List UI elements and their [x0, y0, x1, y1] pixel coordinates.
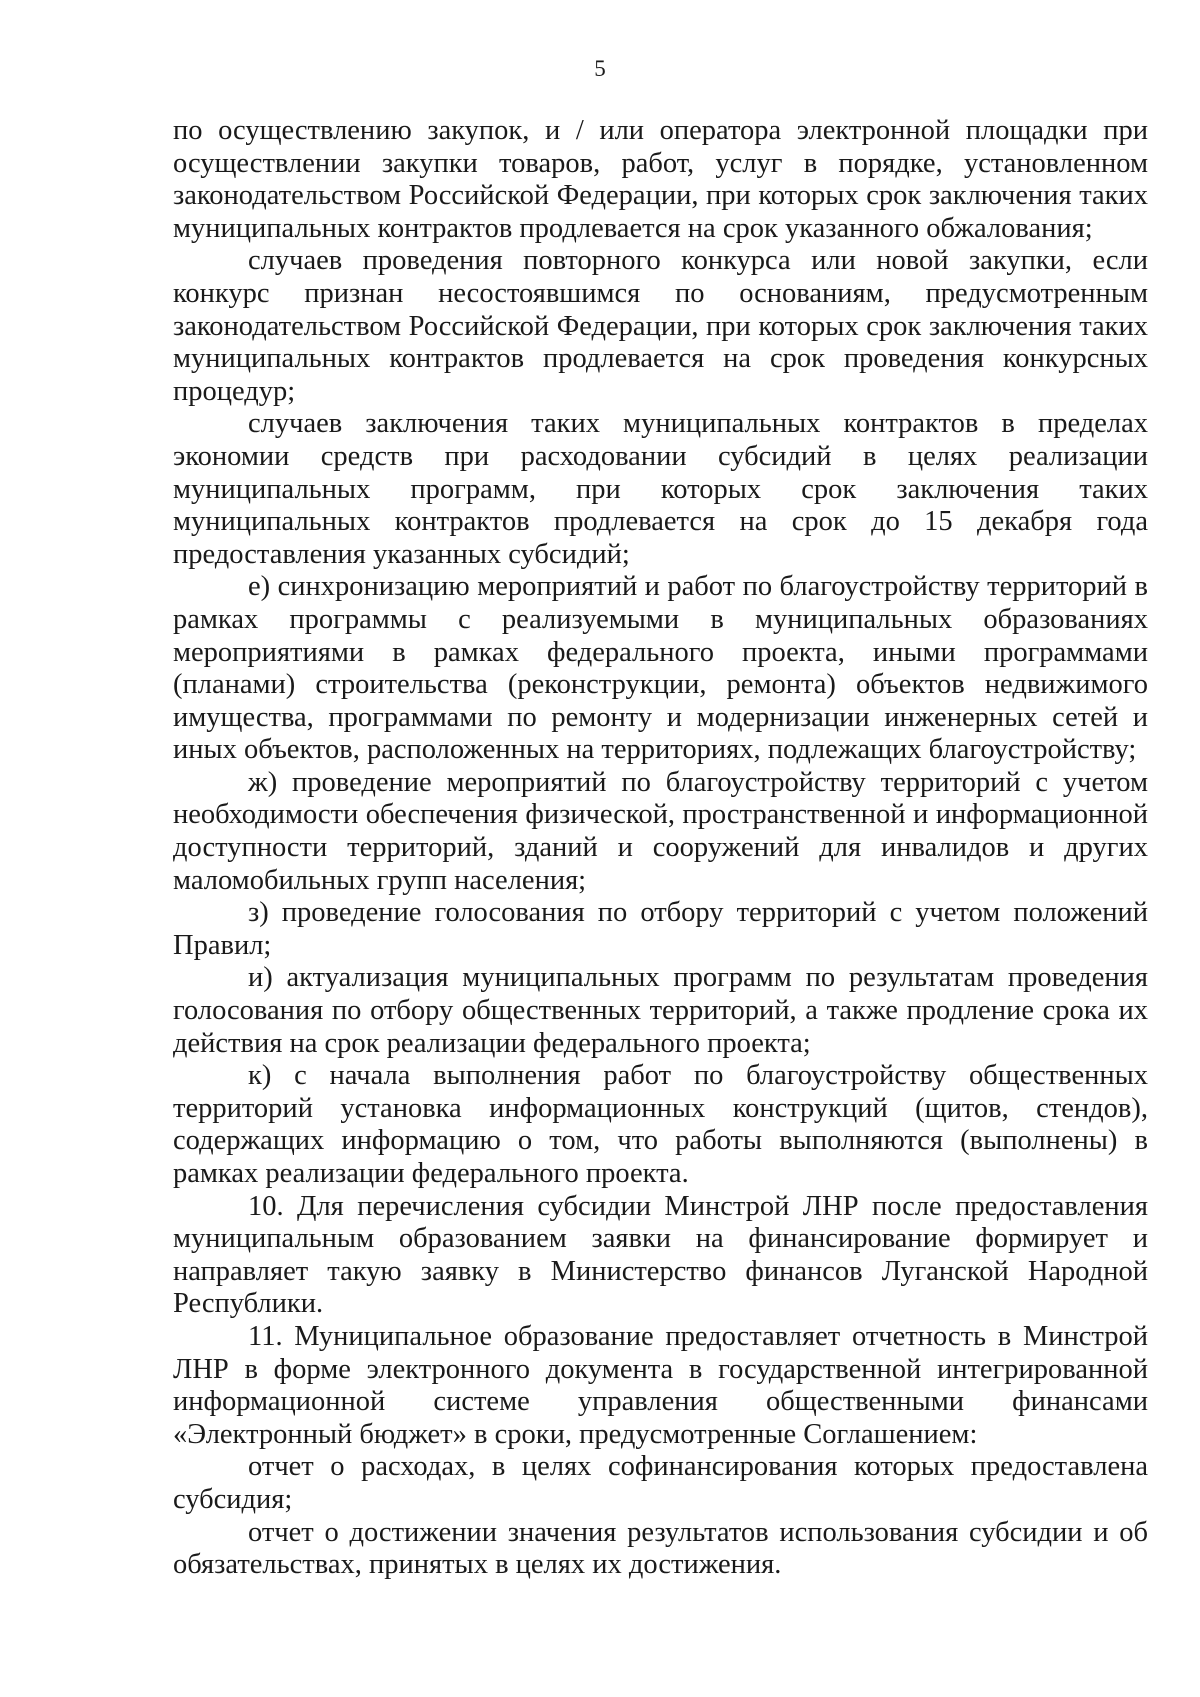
paragraph: ж) проведение мероприятий по благоустройству территорий с учетом необходимости обеспечения физической, пространственной и информационной доступности территорий, зданий и сооружений для инвалидов и других маломобильных групп населения;	[173, 766, 1148, 896]
document-body	[173, 115, 1148, 1582]
paragraph: случаев заключения таких муниципальных контрактов в пределах экономии средств при расходовании субсидий в целях реализации муниципальных программ, при которых срок заключения таких муниципальных контрактов продлевается на срок до 15 декабря года предоставления указанных субсидий;	[173, 408, 1148, 570]
paragraph: случаев проведения повторного конкурса или новой закупки, если конкурс признан несостоявшимся по основаниям, предусмотренным законодательством Российской Федерации, при которых срок заключения таких муниципальных контрактов продлевается на срок проведения конкурсных процедур;	[173, 245, 1148, 407]
paragraph: 10. Для перечисления субсидии Минстрой ЛНР после предоставления муниципальным образованием заявки на финансирование формирует и направляет такую заявку в Министерство финансов Луганской Народной Республики.	[173, 1190, 1148, 1320]
paragraph: к) с начала выполнения работ по благоустройству общественных территорий установка информационных конструкций (щитов, стендов), содержащих информацию о том, что работы выполняются (выполнены) в рамках реализации федерального проекта.	[173, 1060, 1148, 1189]
paragraph: по осуществлению закупок, и / или оператора электронной площадки при осуществлении закупки товаров, работ, услуг в порядке, установленном законодательством Российской Федерации, при которых срок заключения таких муниципальных контрактов продлевается на срок указанного обжалования;	[173, 115, 1148, 244]
paragraph: отчет о достижении значения результатов использования субсидии и об обязательствах, принятых в целях их достижения.	[173, 1516, 1148, 1581]
paragraph: 11. Муниципальное образование предоставляет отчетность в Минстрой ЛНР в форме электронного документа в государственной интегрированной информационной системе управления общественными финансами «Электронный бюджет» в сроки, предусмотренные Соглашением:	[173, 1320, 1148, 1450]
paragraph: е) синхронизацию мероприятий и работ по благоустройству территорий в рамках программы с реализуемыми в муниципальных образованиях мероприятиями в рамках федерального проекта, иными программами (планами) строительства (реконструкции, ремонта) объектов недвижимого имущества, программами по ремонту и модернизации инженерных сетей и иных объектов, расположенных на территориях, подлежащих благоустройству;	[173, 571, 1148, 766]
paragraph: з) проведение голосования по отбору территорий с учетом положений Правил;	[173, 897, 1148, 961]
page-number: 5	[594, 56, 606, 81]
paragraph: и) актуализация муниципальных программ по результатам проведения голосования по отбору общественных территорий, а также продление срока их действия на срок реализации федерального проекта;	[173, 962, 1148, 1059]
paragraph: отчет о расходах, в целях софинансирования которых предоставлена субсидия;	[173, 1451, 1148, 1515]
